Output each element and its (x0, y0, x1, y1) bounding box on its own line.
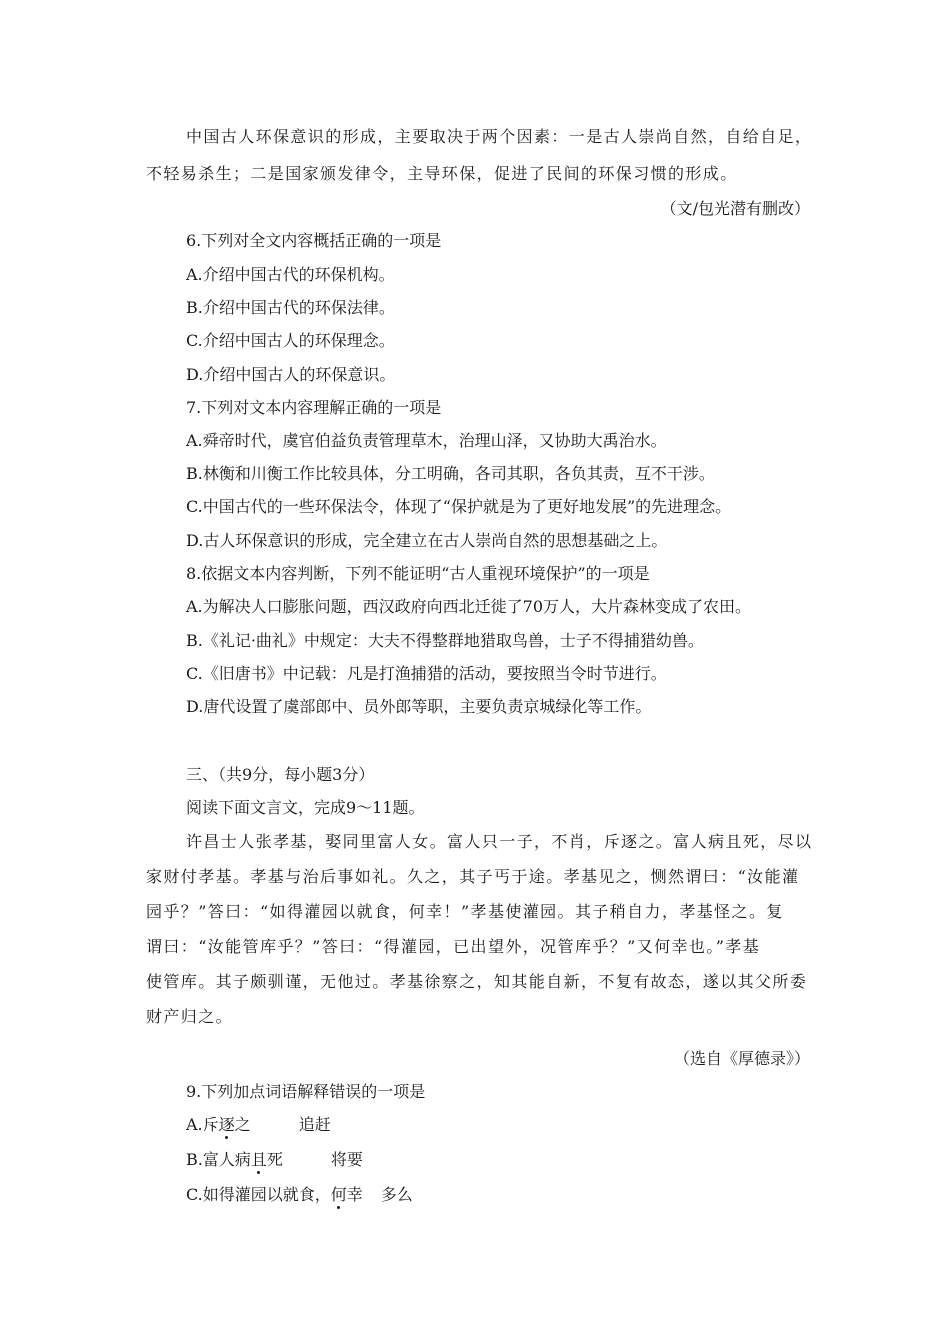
question-9-option-b (186, 1150, 856, 1170)
classical-text-source: （选自《厚德录》） (673, 1049, 810, 1068)
classical-text-line: 谓曰：“汝能管库乎？”答曰：“得灌园，已出望外，况管库乎？”又何幸也。”孝基 (146, 937, 761, 956)
question-8-option-b: B.《礼记·曲礼》中规定：大夫不得整群地猎取鸟兽，士子不得捕猎幼兽。 (186, 631, 704, 650)
question-6-option-d: D.介绍中国古人的环保意识。 (186, 365, 396, 384)
option-c-text-end: 幸 (346, 1185, 363, 1204)
classical-text-line: 财产归之。 (146, 1007, 234, 1026)
question-9-stem: 9.下列加点词语解释错误的一项是 (186, 1082, 426, 1101)
passage-paragraph-line: 不轻易杀生；二是国家颁发律令，主导环保，促进了民间的环保习惯的形成。 (146, 164, 738, 183)
classical-text-line: 园乎？”答曰：“如得灌园以就食，何幸！”孝基使灌园。其子稍自力，孝基怪之。复 (146, 902, 784, 921)
question-9-option-a (186, 1115, 856, 1135)
classical-text-line: 许昌士人张孝基，娶同里富人女。富人只一子，不肖，斥逐之。富人病且死，尽以 (186, 832, 813, 851)
question-6-option-c: C.介绍中国古人的环保理念。 (186, 331, 395, 350)
question-8-option-a: A.为解决人口膨胀问题，西汉政府向西北迁徙了70万人，大片森林变成了农田。 (186, 597, 752, 616)
question-7-option-a: A.舜帝时代，虞官伯益负责管理草木，治理山泽，又协助大禹治水。 (186, 431, 667, 450)
passage-paragraph-line: 中国古人环保意识的形成，主要取决于两个因素：一是古人崇尚自然，自给自足， (186, 127, 813, 146)
question-6-option-a: A.介绍中国古代的环保机构。 (186, 265, 395, 284)
question-7-option-d: D.古人环保意识的形成，完全建立在古人崇尚自然的思想基础之上。 (186, 531, 668, 550)
option-c-dotted-word: 何 (330, 1185, 347, 1204)
question-8-option-c: C.《旧唐书》中记载：凡是打渔捕猎的活动，要按照当令时节进行。 (186, 664, 667, 683)
option-b-dotted-word: 且 (250, 1150, 267, 1169)
option-a-gloss: 追赶 (298, 1115, 331, 1134)
question-9-option-c (186, 1185, 856, 1205)
option-c-gloss: 多么 (380, 1185, 413, 1204)
option-a-text: A.斥 (186, 1115, 219, 1134)
option-b-text-end: 死 (266, 1150, 283, 1169)
option-a-text-end: 之 (234, 1115, 251, 1134)
option-a-dotted-word: 逐 (218, 1115, 235, 1134)
passage-source: （文/包光潜有删改） (660, 199, 810, 218)
option-c-text: C.如得灌园以就食， (186, 1185, 331, 1204)
question-8-option-d: D.唐代设置了虞部郎中、员外郎等职，主要负责京城绿化等工作。 (186, 697, 652, 716)
question-7-option-b: B.林衡和川衡工作比较具体，分工明确，各司其职，各负其责，互不干涉。 (186, 464, 715, 483)
section-heading: 三、（共9分，每小题3分） (186, 765, 375, 784)
question-6-stem: 6.下列对全文内容概括正确的一项是 (186, 231, 442, 250)
question-8-stem: 8.依据文本内容判断，下列不能证明“古人重视环境保护”的一项是 (186, 564, 650, 583)
classical-text-line: 家财付孝基。孝基与治后事如礼。久之，其子丐于途。孝基见之，恻然谓曰：“汝能灌 (146, 867, 800, 886)
option-b-gloss: 将要 (330, 1150, 363, 1169)
option-b-text: B.富人病 (186, 1150, 251, 1169)
classical-text-line: 使管库。其子颇驯谨，无他过。孝基徐察之，知其能自新，不复有故态，遂以其父所委 (146, 972, 808, 991)
question-7-option-c: C.中国古代的一些环保法令，体现了“保护就是为了更好地发展”的先进理念。 (186, 497, 732, 516)
question-6-option-b: B.介绍中国古代的环保法律。 (186, 298, 395, 317)
section-instruction: 阅读下面文言文，完成9～11题。 (186, 798, 425, 817)
question-7-stem: 7.下列对文本内容理解正确的一项是 (186, 398, 442, 417)
